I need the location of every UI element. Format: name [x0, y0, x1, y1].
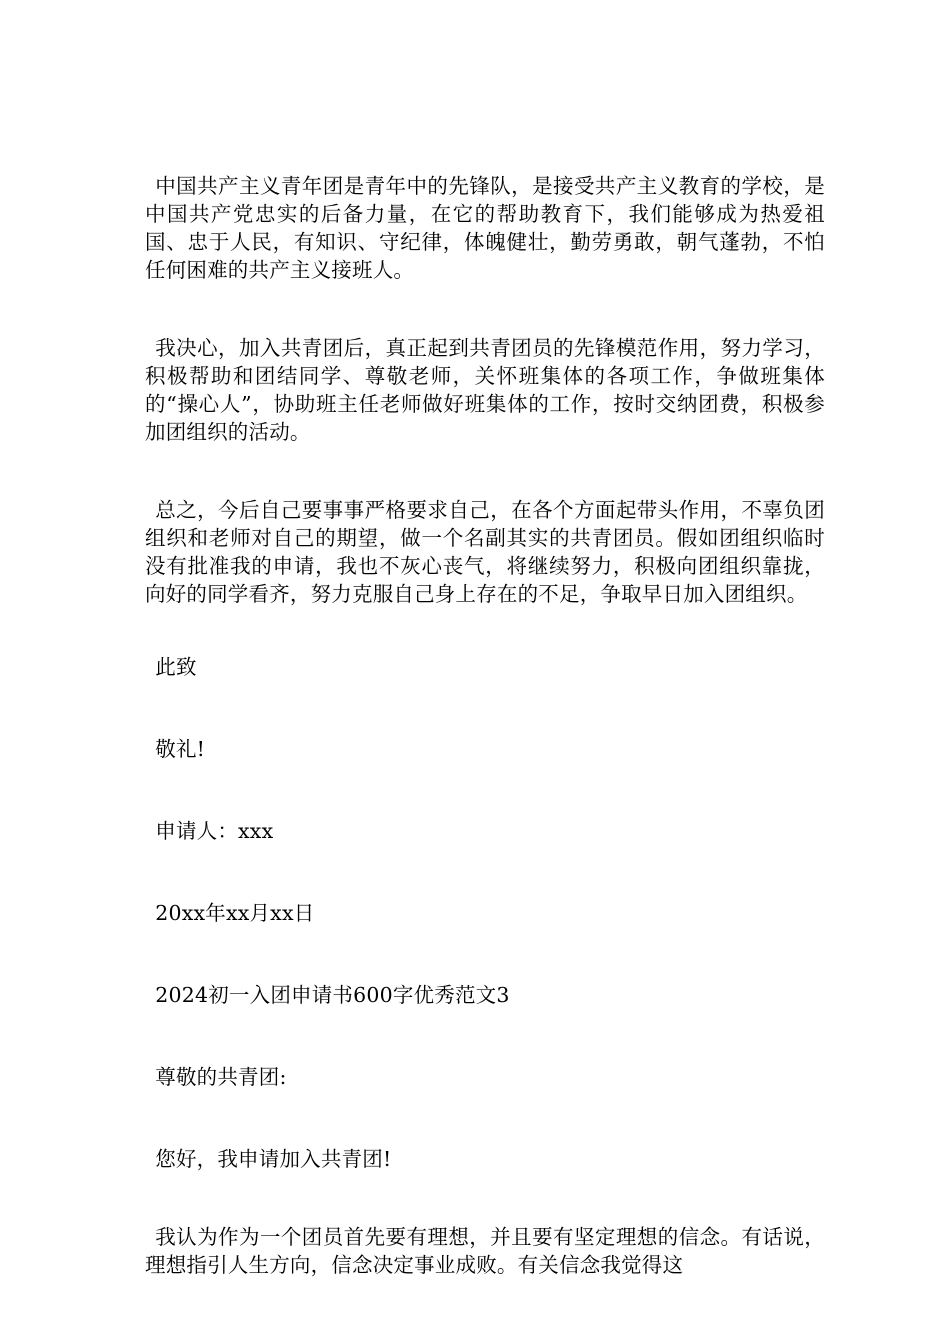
applicant-line: 申请人：xxx: [155, 819, 274, 843]
closing-line: 此致: [155, 655, 197, 679]
paragraph-spacer: [145, 927, 825, 981]
next-essay-title: 2024初一入团申请书600字优秀范文3: [155, 983, 510, 1007]
paragraph-spacer: [145, 1009, 825, 1063]
body-paragraph-4: 我认为作为一个团员首先要有理想，并且要有坚定理想的信念。有话说，理想指引人生方向，信念决定事业成败。有关信念我觉得这: [145, 1225, 825, 1277]
salute-line: 敬礼!: [155, 737, 206, 761]
paragraph-spacer: [145, 1173, 825, 1223]
paragraph-spacer: [145, 763, 825, 817]
paragraph-spacer: [145, 446, 825, 496]
body-paragraph-1: 中国共产主义青年团是青年中的先锋队，是接受共产主义教育的学校，是中国共产党忠实的后备力量，在它的帮助教育下，我们能够成为热爱祖国、忠于人民，有知识、守纪律，体魄健壮，勤劳勇敢，朝气蓬勃，不怕任何困难的共产主义接班人。: [145, 174, 825, 282]
body-paragraph-3: 总之，今后自己要事事严格要求自己，在各个方面起带头作用，不辜负团组织和老师对自己的期望，做一个名副其实的共青团员。假如团组织临时没有批准我的申请，我也不灰心丧气，将继续努力，积极向团组织靠拢，向好的同学看齐，努力克服自己身上存在的不足，争取早日加入团组织。: [145, 498, 825, 606]
paragraph-spacer: [145, 608, 825, 653]
greeting-line: 您好，我申请加入共青团!: [155, 1147, 392, 1171]
greeting-recipient: 尊敬的共青团:: [155, 1065, 287, 1089]
paragraph-spacer: [145, 845, 825, 899]
paragraph-spacer: [145, 681, 825, 735]
paragraph-spacer: [145, 1091, 825, 1145]
paragraph-spacer: [145, 284, 825, 334]
document-page: [145, 172, 825, 1279]
date-line: 20xx年xx月xx日: [155, 901, 315, 925]
body-paragraph-2: 我决心，加入共青团后，真正起到共青团员的先锋模范作用，努力学习，积极帮助和团结同学、尊敬老师，关怀班集体的各项工作，争做班集体的“操心人”，协助班主任老师做好班集体的工作，按时交纳团费，积极参加团组织的活动。: [145, 336, 825, 444]
